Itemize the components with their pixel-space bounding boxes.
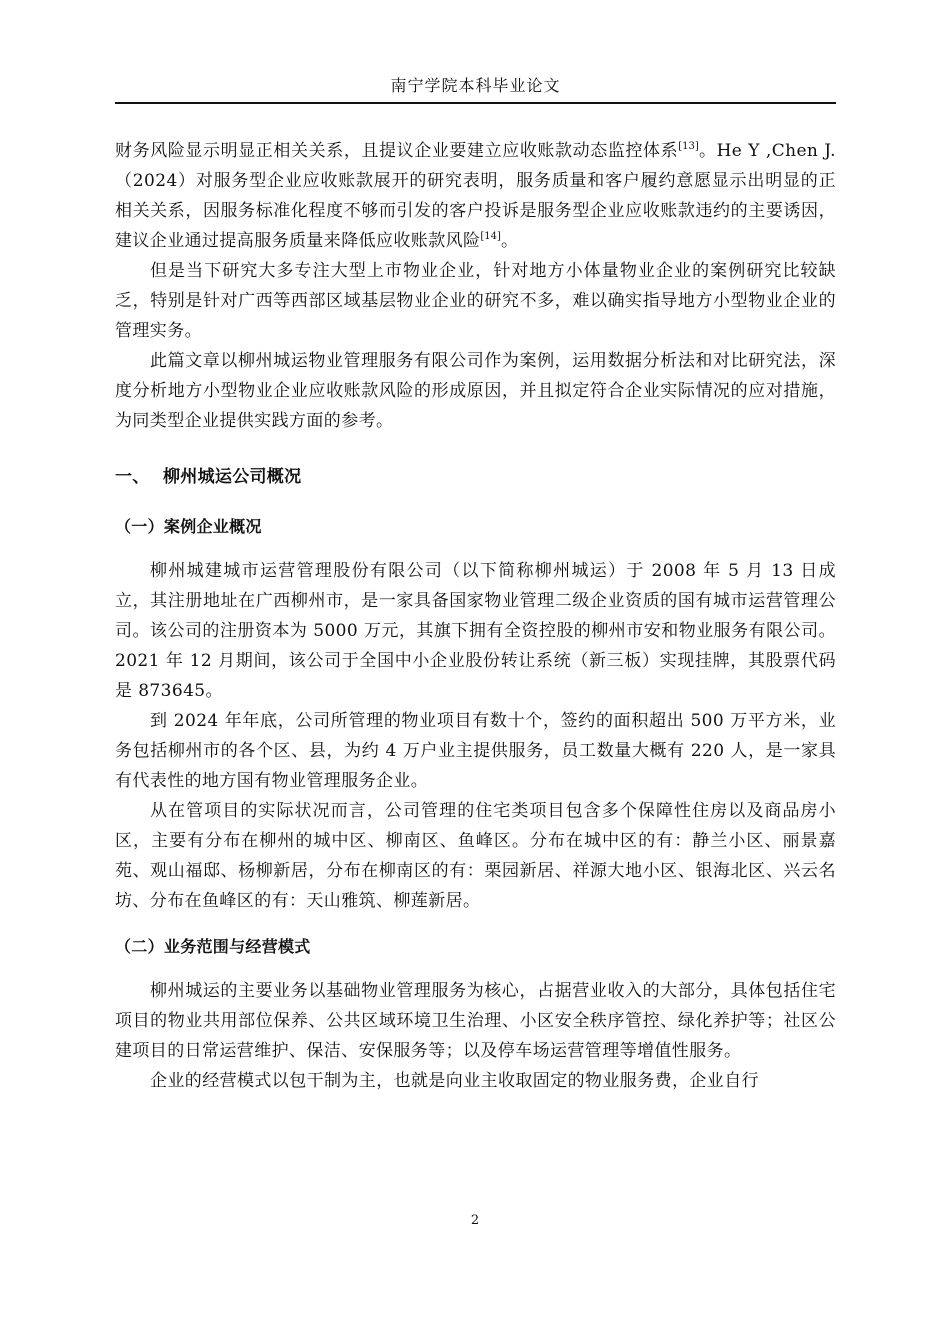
paragraph: 柳州城建城市运营管理股份有限公司（以下简称柳州城运）于 2008 年 5 月 13 日成立，其注册地址在广西柳州市，是一家具备国家物业管理二级企业资质的国有城市运营管理公司。该公司的注册资本为 5000 万元，其旗下拥有全资控股的柳州市安和物业服务有限公司。2021 年 12 月期间，该公司于全国中小企业股份转让系统（新三板）实现挂牌，其股票代码是 873645。	[115, 561, 836, 701]
paragraph	[115, 136, 836, 256]
subsection-heading: （二）业务范围与经营模式	[115, 937, 311, 956]
running-header: 南宁学院本科毕业论文	[390, 76, 561, 95]
section-heading	[115, 462, 836, 492]
paragraph-text: 。	[500, 231, 519, 251]
paragraph: 但是当下研究大多专注大型上市物业企业，针对地方小体量物业企业的案例研究比较缺乏，特别是针对广西等西部区域基层物业企业的研究不多，难以确实指导地方小型物业企业的管理实务。	[115, 261, 836, 341]
page-number: 2	[470, 1213, 480, 1228]
paragraph-text: 财务风险显示明显正相关关系，且提议企业要建立应收账款动态监控体系	[115, 141, 679, 161]
paragraph: 到 2024 年年底，公司所管理的物业项目有数十个，签约的面积超出 500 万平方米，业务包括柳州市的各个区、县，为约 4 万户业主提供服务，员工数量大概有 220 人，是一家具有代表性的地方国有物业管理服务企业。	[115, 711, 836, 791]
header-rule	[115, 102, 836, 104]
page-body	[115, 136, 836, 1096]
paragraph: 企业的经营模式以包干制为主，也就是向业主收取固定的物业服务费，企业自行	[150, 1071, 759, 1091]
paragraph-text: 。He Y ,Chen J. （2024）对服务型企业应收账款展开的研究表明，服务质量和客户履约意愿显示出明显的正相关关系，因服务标准化程度不够而引发的客户投诉是服务型企业应收账款违约的主要诱因，建议企业通过提高服务质量来降低应收账款风险	[115, 141, 836, 251]
paragraph: 从在管项目的实际状况而言，公司管理的住宅类项目包含多个保障性住房以及商品房小区，主要有分布在柳州的城中区、柳南区、鱼峰区。分布在城中区的有：静兰小区、丽景嘉苑、观山福邸、杨柳新居，分布在柳南区的有：栗园新居、祥源大地小区、银海北区、兴云名坊、分布在鱼峰区的有：天山雅筑、柳莲新居。	[115, 801, 836, 911]
paragraph: 此篇文章以柳州城运物业管理服务有限公司作为案例，运用数据分析法和对比研究法，深度分析地方小型物业企业应收账款风险的形成原因，并且拟定符合企业实际情况的应对措施，为同类型企业提供实践方面的参考。	[115, 351, 836, 431]
citation-ref: [13]	[678, 141, 699, 152]
section-title: 柳州城运公司概况	[163, 467, 302, 487]
section-number: 一、	[115, 467, 150, 487]
subsection-heading: （一）案例企业概况	[115, 517, 262, 536]
paragraph: 柳州城运的主要业务以基础物业管理服务为核心，占据营业收入的大部分，具体包括住宅项目的物业共用部位保养、公共区域环境卫生治理、小区安全秩序管控、绿化养护等；社区公建项目的日常运营维护、保洁、安保服务等；以及停车场运营管理等增值性服务。	[115, 981, 836, 1061]
citation-ref: [14]	[480, 231, 501, 242]
